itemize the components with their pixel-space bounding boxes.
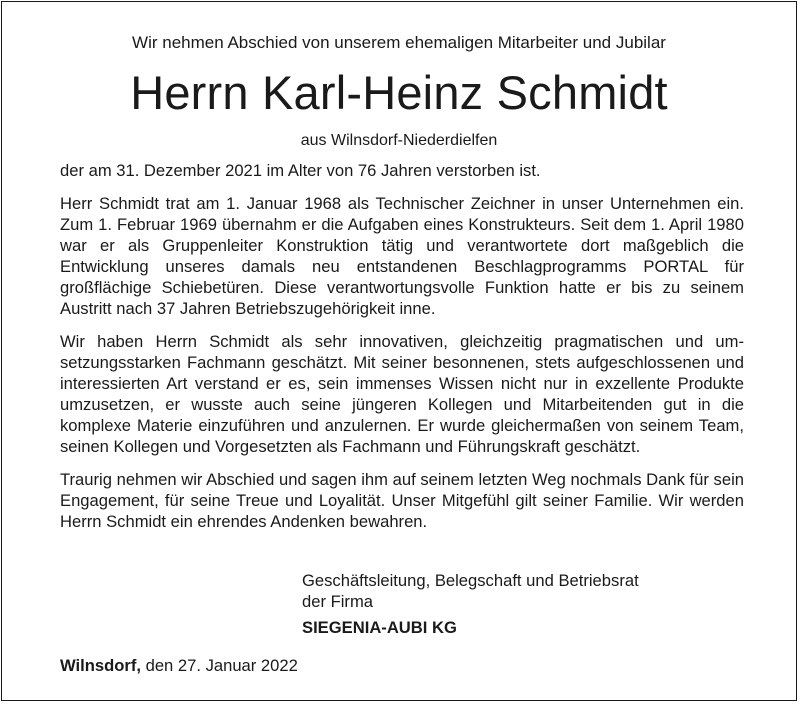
intro-line: Wir nehmen Abschied von unserem ehemaligen Mitarbeiter und Jubilar bbox=[132, 33, 666, 52]
death-line: der am 31. Dezember 2021 im Alter von 76 Jahren verstorben ist. bbox=[60, 161, 541, 180]
signature-line-2: der Firma bbox=[302, 592, 373, 611]
signature-block bbox=[302, 570, 639, 638]
appreciation-paragraph: Wir haben Herrn Schmidt als sehr innovativen, gleichzeitig pragmatischen und umsetzungsstarken Fachmann geschätzt. Mit seiner besonnenen, stets aufgeschlossenen und interessierten Art verstand er es, sein immenses Wissen nicht nur in exzellente Produkte umzusetzen, er wusste auch seine jüngeren Kollegen und Mitarbeitenden gut in die komplexe Materie einzuführen und anzulernen. Er wurde gleichermaßen von seinem Team, seinen Kollegen und Vorgesetzten als Fachmann und Führungskraft geschätzt. bbox=[60, 332, 744, 456]
signature-line-1: Geschäftsleitung, Belegschaft und Betriebsrat bbox=[302, 571, 639, 590]
place-date-line bbox=[60, 655, 298, 676]
notice-body bbox=[60, 160, 744, 544]
date: den 27. Januar 2022 bbox=[145, 656, 298, 675]
career-paragraph: Herr Schmidt trat am 1. Januar 1968 als Technischer Zeichner in unser Unternehmen ein. Zum 1. Februar 1969 übernahm er die Aufgaben eines Konstrukteurs. Seit dem 1. April 1980 war er als Gruppenleiter Konstruktion tätig und verantwortete dort maßgeblich die Entwicklung unseres damals neu entstandenen Beschlagprogramms PORTAL für großflächige Schiebetüren. Diese verantwortungsvolle Funktion hatte er bis zu seinem Austritt nach 37 Jahren Betriebszugehörigkeit inne. bbox=[60, 194, 744, 318]
deceased-name: Herrn Karl-Heinz Schmidt bbox=[130, 66, 668, 119]
farewell-paragraph: Traurig nehmen wir Abschied und sagen ihm auf seinem letzten Weg nochmals Dank für sein Engagement, für seine Treue und Loyalität. Unser Mitgefühl gilt seiner Familie. Wir werden Herrn Schmidt ein ehrendes Andenken bewahren. bbox=[60, 470, 744, 531]
company-name: SIEGENIA-AUBI KG bbox=[302, 618, 457, 637]
origin-line: aus Wilnsdorf-Niederdielfen bbox=[300, 132, 498, 149]
place: Wilnsdorf, bbox=[60, 656, 141, 675]
obituary-notice bbox=[1, 1, 797, 701]
